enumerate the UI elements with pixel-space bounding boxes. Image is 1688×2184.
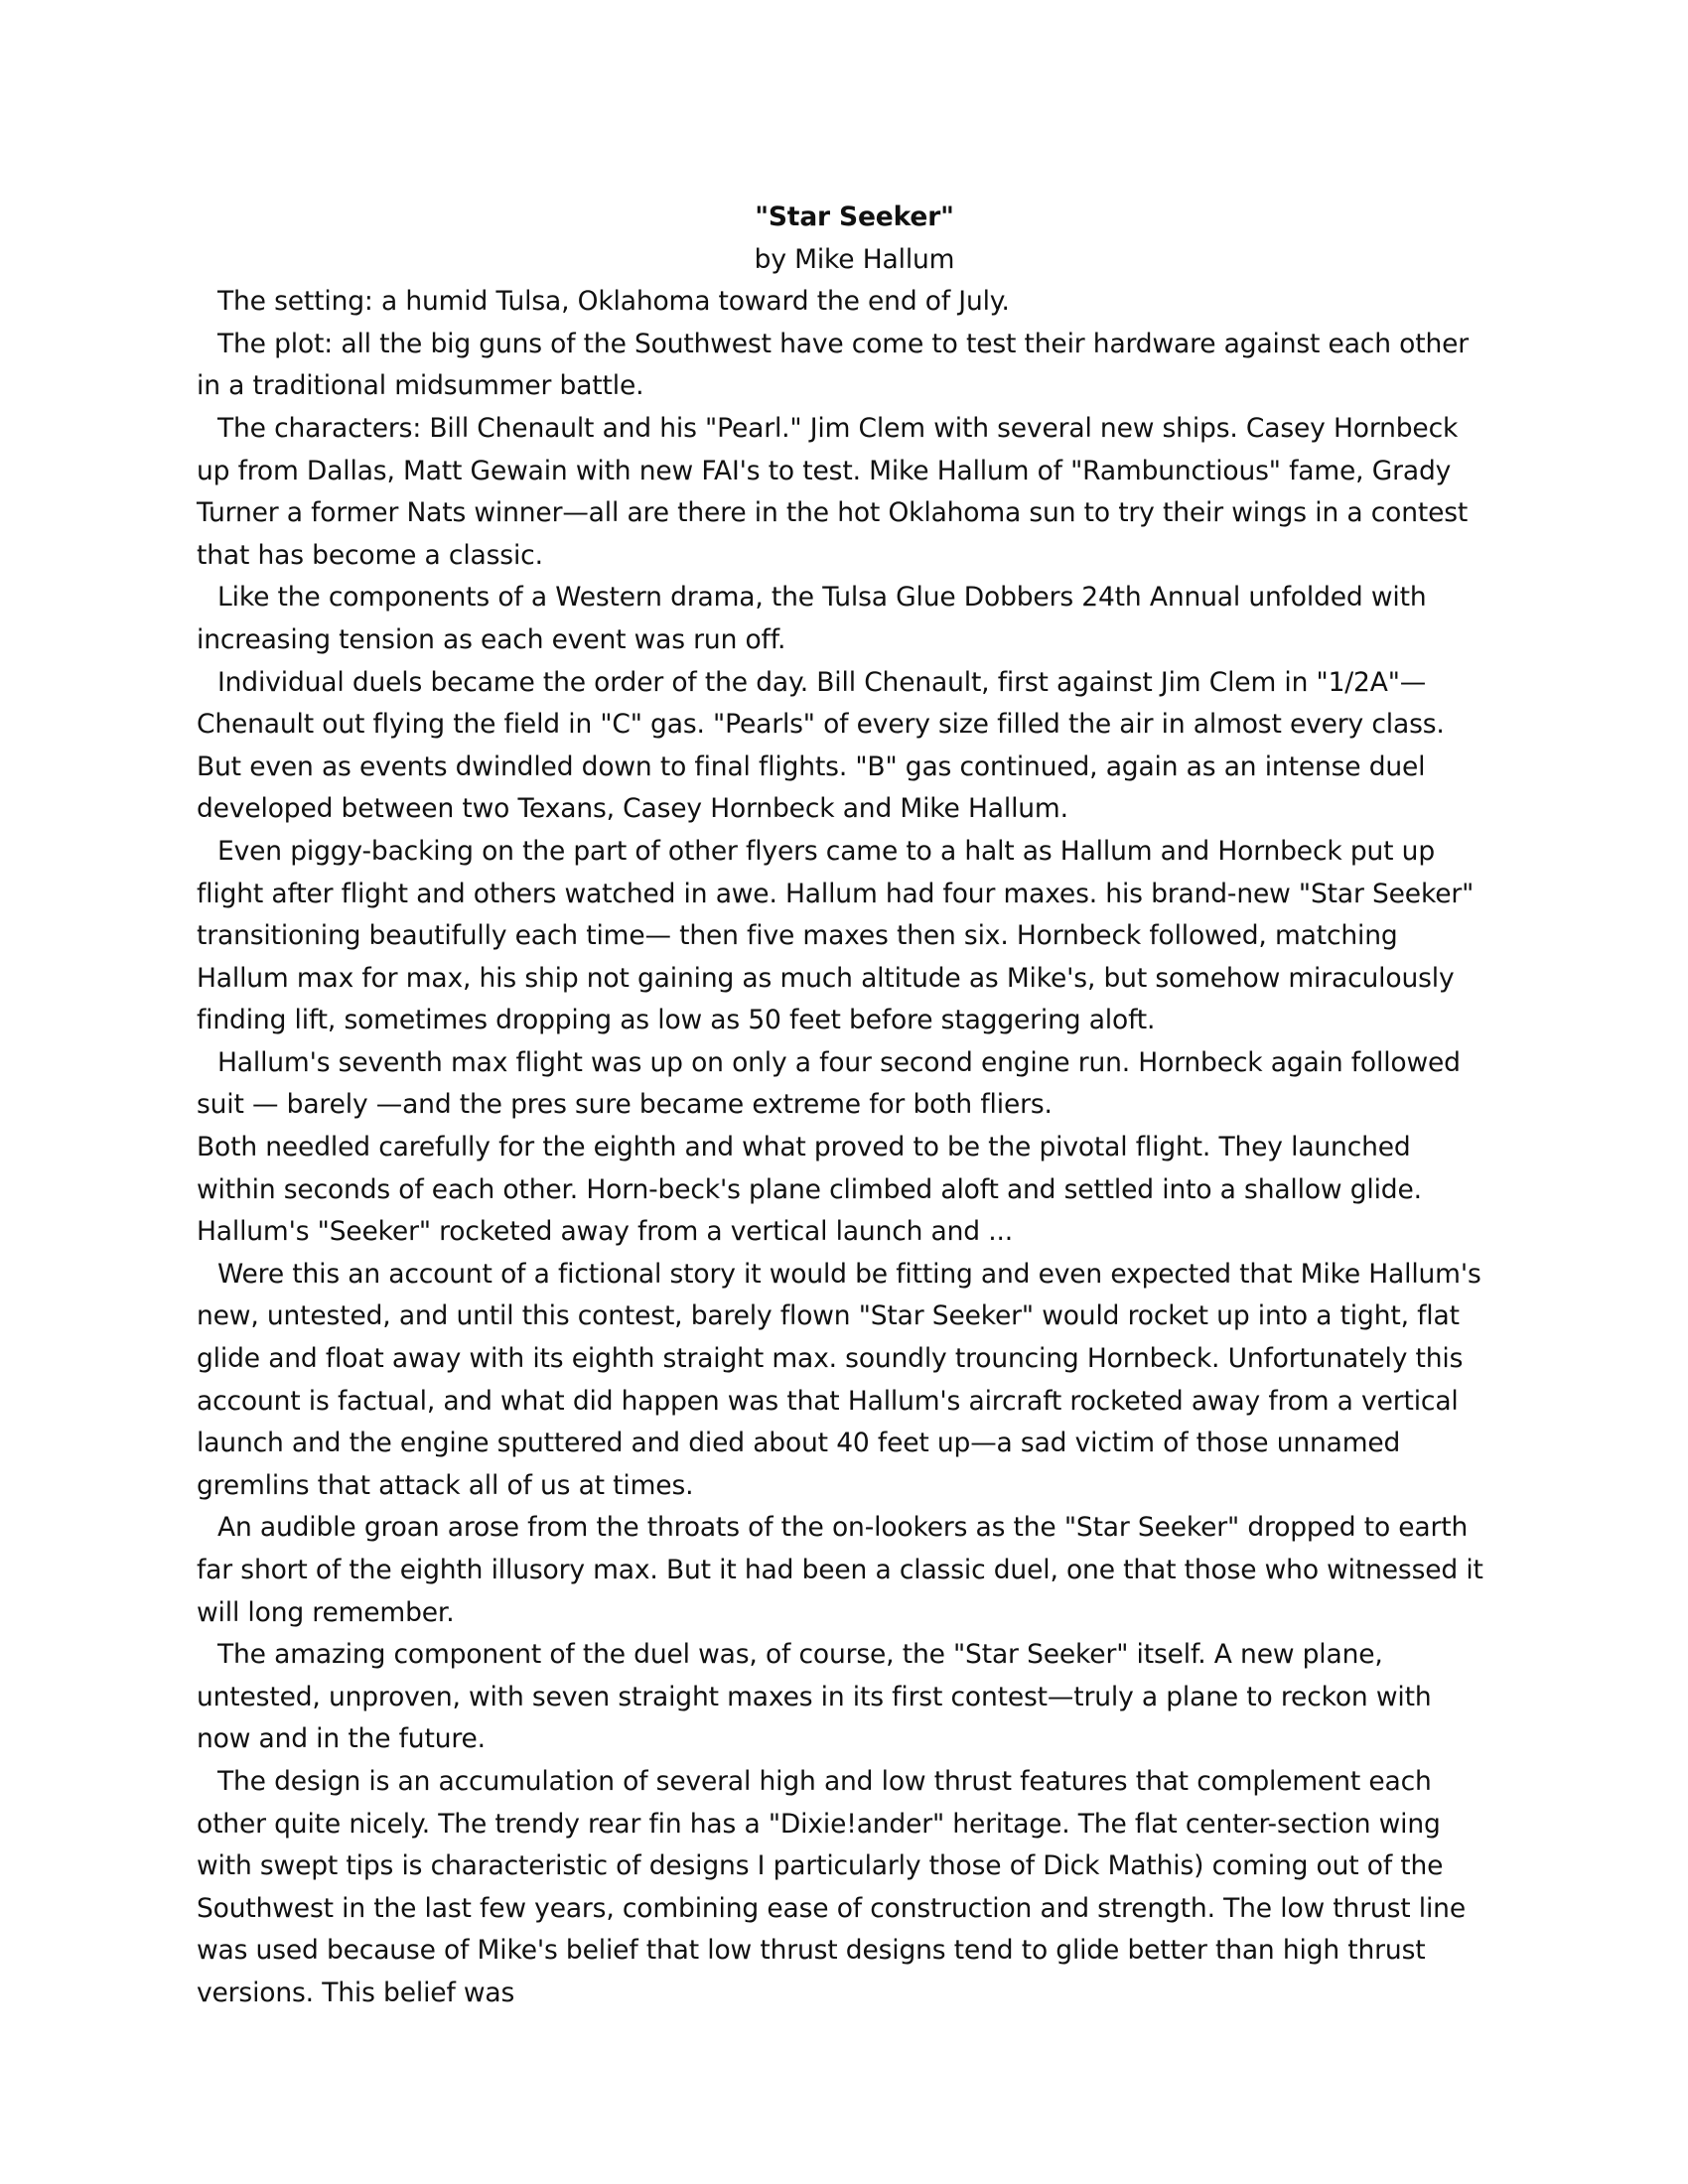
paragraph-audible-groan: An audible groan arose from the throats of the on-lookers as the "Star Seeker" dropped to earth far short of the eighth illusory max. But it had been a classic duel, one that those who witnessed it will long remember. bbox=[197, 1512, 1483, 1628]
article-byline: by Mike Hallum bbox=[754, 243, 955, 275]
paragraph-plot: The plot: all the big guns of the Southwest have come to test their hardware against each other in a traditional midsummer battle. bbox=[197, 328, 1469, 402]
paragraph-setting: The setting: a humid Tulsa, Oklahoma toward the end of July. bbox=[217, 286, 1010, 318]
paragraph-characters: The characters: Bill Chenault and his "Pearl." Jim Clem with several new ships. Casey Hornbeck up from Dallas, Matt Gewain with new FAI's to test. Mike Hallum of "Rambunctious" fame, Grady Turner a former Nats winner—all are there in the hot Oklahoma sun to try their wings in a contest that has become a classic. bbox=[197, 412, 1469, 571]
document-page bbox=[197, 197, 1492, 2015]
paragraph-piggy-backing: Even piggy-backing on the part of other flyers came to a halt as Hallum and Hornbeck put up flight after flight and others watched in awe. Hallum had four maxes. his brand-new "Star Seeker" transitioning beautifully each time— then five maxes then six. Hornbeck followed, matching Hallum max for max, his ship not gaining as much altitude as Mike's, but somehow miraculously finding lift, sometimes dropping as low as 50 feet before staggering aloft. bbox=[197, 835, 1475, 1036]
paragraph-seventh-max: Hallum's seventh max flight was up on only a four second engine run. Hornbeck again followed suit — barely —and the pres sure became extreme for both fliers. bbox=[197, 1046, 1461, 1121]
paragraph-western-drama: Like the components of a Western drama, the Tulsa Glue Dobbers 24th Annual unfolded with increasing tension as each event was run off. bbox=[197, 582, 1427, 655]
paragraph-fictional-story: Were this an account of a fictional story it would be fitting and even expected that Mike Hallum's new, untested, and until this contest, barely flown "Star Seeker" would rocket up into a tight, flat glide and float away with its eighth straight max. soundly trouncing Hornbeck. Unfortunately this account is factual, and what did happen was that Hallum's aircraft rocketed away from a vertical launch and the engine sputtered and died about 40 feet up—a sad victim of those unnamed gremlins that attack all of us at times. bbox=[197, 1258, 1481, 1501]
paragraph-design: The design is an accumulation of several high and low thrust features that complement each other quite nicely. The trendy rear fin has a "Dixie!ander" heritage. The flat center-section wing with swept tips is characteristic of designs I particularly those of Dick Mathis) coming out of the Southwest in the last few years, combining ease of construction and strength. The low thrust line was used because of Mike's belief that low thrust designs tend to glide better than high thrust versions. This belief was bbox=[197, 1765, 1466, 2008]
article-title: "Star Seeker" bbox=[755, 202, 954, 232]
paragraph-individual-duels: Individual duels became the order of the day. Bill Chenault, first against Jim Clem in "1/2A"—Chenault out flying the field in "C" gas. "Pearls" of every size filled the air in almost every class. But even as events dwindled down to final flights. "B" gas continued, again as an intense duel developed between two Texans, Casey Hornbeck and Mike Hallum. bbox=[197, 666, 1445, 825]
paragraph-amazing-component: The amazing component of the duel was, of course, the "Star Seeker" itself. A new plane, untested, unproven, with seven straight maxes in its first contest—truly a plane to reckon with now and in the future. bbox=[197, 1639, 1432, 1755]
paragraph-eighth-flight: Both needled carefully for the eighth and what proved to be the pivotal flight. They launched within seconds of each other. Horn-beck's plane climbed aloft and settled into a shallow glide. Hallum's "Seeker" rocketed away from a vertical launch and ... bbox=[197, 1132, 1422, 1248]
